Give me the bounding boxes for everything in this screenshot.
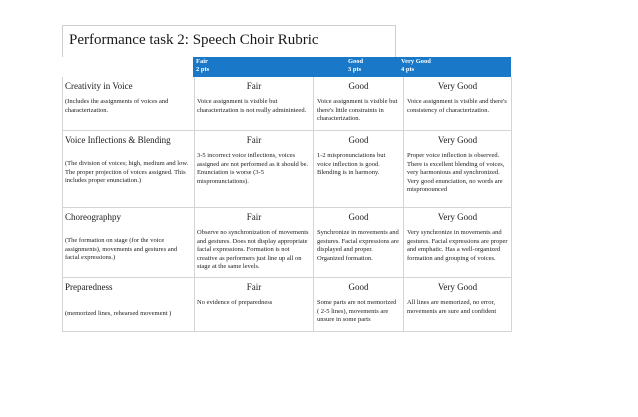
level-cell-fair	[194, 208, 313, 277]
header-good-label: Good	[348, 58, 364, 65]
points-header	[193, 57, 511, 77]
level-text: Voice assignment is visible but characterization is not really admininteed.	[197, 98, 307, 114]
criterion-description: (The formation on stage (for the voice assignments), movements and gestures and facial expressions.)	[65, 237, 178, 261]
criterion-cell	[63, 278, 194, 331]
criterion-name: Choreographpy	[65, 212, 121, 222]
criterion-name: Voice Inflections & Blending	[65, 135, 171, 145]
level-label: Fair	[246, 212, 262, 222]
criterion-row-voice-inflections	[63, 131, 512, 208]
level-text: Some parts are not memorized ( 2-5 lines), movements are unsure in some parts	[317, 299, 397, 323]
header-very-good-label: Very Good	[401, 58, 431, 65]
criterion-cell	[63, 131, 194, 207]
level-cell-good	[313, 208, 403, 277]
criterion-description: (memorized lines, rehearsed movement )	[65, 310, 172, 317]
criterion-description: (Includes the assignments of voices and characterization.	[65, 98, 169, 114]
level-text: 1-2 mispronunciations but voice inflection is good. Blending is in harmony.	[317, 152, 386, 176]
level-cell-fair	[194, 131, 313, 207]
criterion-row-choreography	[63, 208, 512, 278]
level-label: Good	[348, 135, 369, 145]
header-very-good-points: 4 pts	[401, 66, 415, 73]
header-fair-label: Fair	[196, 58, 208, 65]
criterion-row-creativity	[63, 77, 512, 131]
level-text: Proper voice inflection is observed. There is excellent blending of voices, very harmonious and synchronized. Very good enunciation, no words are mispronounced	[407, 152, 505, 193]
level-text: Very synchronize in movements and gestures. Facial expressions are proper and emphatic. Has a well-organized formation and grouping of voices.	[407, 229, 508, 262]
criterion-name: Creativity in Voice	[65, 81, 133, 91]
level-cell-fair	[194, 278, 313, 331]
level-cell-fair	[194, 77, 313, 130]
header-fair-points: 2 pts	[196, 66, 210, 73]
level-text: Voice assignment is visible and there's consistency of characterization.	[407, 98, 507, 114]
level-label: Good	[348, 282, 369, 292]
level-text: Voice assignment is visible but there's little constraints in characterization.	[317, 98, 398, 122]
level-label: Very Good	[437, 135, 478, 145]
header-fair	[196, 58, 209, 74]
level-label: Very Good	[437, 81, 478, 91]
page-title: Performance task 2: Speech Choir Rubric	[69, 32, 319, 48]
level-cell-good	[313, 131, 403, 207]
level-text: Observe no synchronization of movements and gestures. Does not display appropriate facial expressions. Formation is not creative as performers just line up all on stage at the same levels.	[197, 229, 309, 270]
header-good-points: 3 pts	[348, 66, 362, 73]
level-cell-very-good	[403, 131, 512, 207]
level-cell-very-good	[403, 278, 512, 331]
title-box	[62, 25, 396, 57]
level-label: Very Good	[437, 212, 478, 222]
criterion-cell	[63, 208, 194, 277]
level-label: Fair	[246, 135, 262, 145]
level-text: Synchronize in movements and gestures. Facial expressions are displayed and proper. Organized formation.	[317, 229, 399, 262]
criterion-description: (The division of voices; high, medium and low. The proper projection of voices assigned. This includes proper enunciation.)	[65, 160, 189, 184]
level-label: Very Good	[437, 282, 478, 292]
level-cell-good	[313, 77, 403, 130]
level-cell-good	[313, 278, 403, 331]
criterion-cell	[63, 77, 194, 130]
level-text: All lines are memorized, no error, movements are sure and confident	[407, 299, 497, 315]
level-label: Good	[348, 212, 369, 222]
level-cell-very-good	[403, 77, 512, 130]
criterion-row-preparedness	[63, 278, 512, 332]
header-very-good	[401, 58, 431, 74]
level-text: No evidence of preparedness	[197, 299, 273, 306]
level-cell-very-good	[403, 208, 512, 277]
header-good	[348, 58, 363, 74]
level-label: Fair	[246, 81, 262, 91]
level-text: 3-5 incorrect voice inflections, voices assigned are not performed as it should be. Enunciation is worse (3-5 mispronunciations).	[197, 152, 309, 185]
level-label: Good	[348, 81, 369, 91]
level-label: Fair	[246, 282, 262, 292]
criterion-name: Preparedness	[65, 282, 113, 292]
rubric-table	[62, 77, 512, 332]
